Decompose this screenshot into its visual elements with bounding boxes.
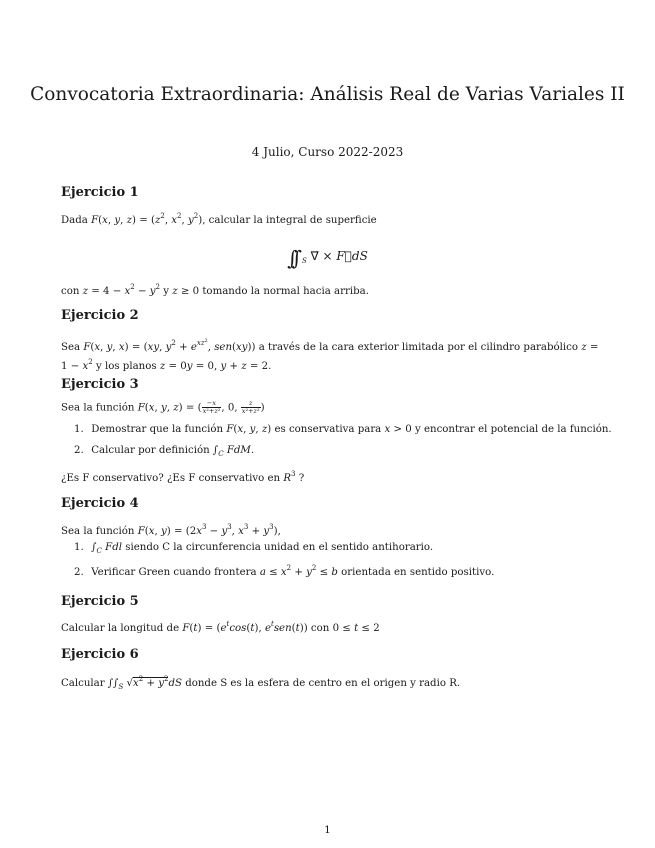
ex4-item-1: 1. $\int_C$ Fdl siendo C la circunferencia unidad en el sentido antihorario. [74,542,434,555]
ex4-intro: Sea la función F(x, $y) = (2x^3 - y^3$, $x^3 + y^3$), [61,523,281,537]
ex3-item-2: 2. Calcular por definición $\int_C$ FdM. [74,445,255,458]
ex1-intro: Dada F(x, y, $z) = (z^2$, $x^2$, $y^2$), calcular la integral de superficie [61,212,377,226]
ex3-question: ¿Es F conservativo? ¿Es F conservativo en $R^3$ ? [61,470,305,484]
ex5-heading: Ejercicio 5 [61,594,139,609]
ex3-heading: Ejercicio 3 [61,377,139,392]
ex5-text: Calcular la longitud de $F(t) = (e^t\cos(t)$, $e^tsen(t)$) con 0 ≤ t ≤ 2 [61,620,380,634]
ex1-formula: ∫∫ $_S$ ∇⃗ × F⃗dS [287,246,368,270]
ex1-heading: Ejercicio 1 [61,185,139,200]
ex6-text: Calcular $\int\int_S$ $√x^2 + y^2dS$ donde S es la esfera de centro en el origen y radio R. [61,675,461,691]
ex6-heading: Ejercicio 6 [61,647,139,662]
ex2-heading: Ejercicio 2 [61,308,139,323]
ex2-text: Sea F(x, y, x) = (xy, $y^2 + e^{xz^2}$, sen(xy)) a través de la cara exterior limitada por el cilindro parabólico $z = 1 - x^2$ y los planos z = 0y = 0, y + z = 2. [61,338,599,372]
page-title: Convocatoria Extraordinaria: Análisis Real de Varias Variales II [30,84,625,105]
ex1-condition: con $z = 4 - x^2 - y^2$ y z ≥ 0 tomando la normal hacia arriba. [61,283,369,297]
ex4-heading: Ejercicio 4 [61,496,139,511]
ex3-intro: Sea la función F(x, y, z) = ( $\frac{-x}{\text{x²+z²}}$ , 0, $\frac{z}{\text{x²+z²}}$ ) [61,399,265,415]
page-number: 1 [324,824,331,836]
page-subtitle: 4 Julio, Curso 2022-2023 [251,145,404,159]
ex3-item-1: 1. Demostrar que la función F(x, y, z) es conservativa para x > 0 y encontrar el potencial de la función. [74,424,612,435]
ex4-item-2: 2. Verificar Green cuando frontera $a \le x^2 + y^2 \le b$ orientada en sentido positivo. [74,564,495,578]
